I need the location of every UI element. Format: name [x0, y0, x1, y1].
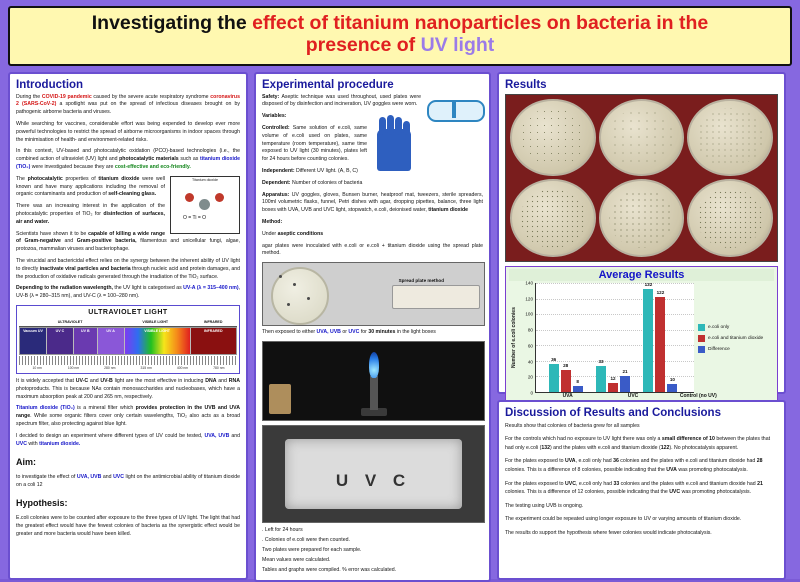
step2-c: or — [340, 329, 349, 336]
bar-uvc-ecoli — [596, 359, 606, 392]
results-heading: Results — [505, 78, 547, 91]
disc-p4-d: 33 — [613, 480, 620, 487]
independent-label: Independent: — [262, 168, 295, 175]
petri-plates-photo-grid — [505, 94, 778, 262]
uv-seg-visible: VISIBLE LIGHT — [125, 328, 191, 354]
title-part-4: UV light — [420, 33, 495, 56]
disc-p6-c: or varying amounts of titanium dioxide. — [650, 516, 742, 523]
panel-results — [497, 72, 786, 399]
uv-figure-title: ULTRAVIOLET LIGHT — [88, 308, 168, 316]
intro-paragraph-11 — [16, 433, 240, 449]
chart-group-control — [643, 283, 677, 392]
intro-p3-a: In this context, UV-based and photocatalytic oxidation (PCO)-based technologies (i.e., the combined action of ultraviolet (UV) light and — [16, 148, 240, 163]
intro-p1-a: During the — [16, 93, 42, 100]
method-step-2 — [262, 329, 483, 337]
introduction-heading: Introduction — [16, 78, 84, 91]
bar-value-uvc-ecoli: 33 — [598, 359, 604, 365]
disc-p4-f: 21 — [757, 480, 763, 487]
intro-p4-c: properties of — [62, 175, 99, 182]
uv-seg-vacuum: Vacuum UV — [20, 328, 47, 354]
aim-text-b: UVA, UVB — [76, 473, 102, 480]
post-step-1: . Left for 24 hours — [262, 527, 303, 533]
ytick-40: 40 — [527, 359, 533, 365]
bar-control-ecoli — [643, 282, 653, 392]
dependent-paragraph — [262, 180, 483, 188]
apparatus-paragraph — [262, 192, 483, 215]
disc-p6-b: UV — [643, 516, 651, 523]
disc-p6-a: The experiment could be repeated using longer exposure to — [505, 516, 644, 523]
intro-p9-h: RNA — [228, 377, 240, 384]
intro-p6-a: Scientists have shown it to be — [16, 230, 89, 237]
spread-plate-photo — [262, 262, 485, 326]
disc-p3-f: 28 — [756, 458, 763, 465]
intro-p9-c: and — [88, 377, 101, 384]
uv-tick-2: 280 nm — [104, 365, 116, 370]
intro-paragraph-8 — [16, 285, 240, 301]
disc-p4-c: , e.coli only had — [575, 480, 614, 487]
step2-a: Then exposed to either — [262, 329, 317, 336]
step2-f: 30 minutes — [368, 329, 396, 336]
uvc-light-box-photo — [262, 425, 485, 523]
petri-plate-1 — [510, 99, 596, 177]
ytick-0: 0 — [530, 390, 533, 396]
disc-p3-i: was promoting photocatalysis. — [676, 466, 748, 473]
uv-band-ultraviolet: ULTRAVIOLET — [19, 320, 121, 326]
disc-p2-b: small difference of 10 — [661, 436, 715, 443]
panel-discussion — [497, 400, 786, 580]
bar-value-uva-difference: 8 — [576, 378, 579, 384]
aim-text-a: to investigate the effect of — [16, 473, 77, 480]
safety-label: Safety: — [262, 93, 280, 100]
bar-uva-tio2 — [561, 363, 571, 392]
legend-label-tio2: e.coli and titanium dioxide — [708, 335, 764, 341]
aim-text — [16, 474, 240, 490]
disc-p4-e: colonies and the plates with e.coli and titanium dioxide had — [619, 480, 758, 487]
intro-p9-g: and — [216, 377, 229, 384]
safety-text: Aseptic technique was used throughout, used plates were disposed of by disinfection and incineration, UV goggles were worn. — [262, 93, 421, 108]
intro-paragraph-6 — [16, 231, 240, 254]
poster-title — [8, 6, 792, 66]
petri-plate-5 — [599, 179, 685, 257]
disc-p4-i: was promoting photocatalysis. — [680, 489, 752, 496]
intro-p11-f: titanium dioxide. — [39, 440, 81, 447]
independent-text: Different UV light. (A, B, C) — [294, 168, 358, 175]
intro-paragraph-2: While searching for vaccines, considerable effort was being expended to develop ever more powerful technologies to restrict the spread of airborne microorganisms in indoor spaces through the minimisation of health- and environment-related risks. — [16, 121, 240, 143]
titanium-dioxide-molecule-figure — [170, 176, 240, 234]
ytick-140: 140 — [525, 280, 533, 286]
intro-p6-e: filamentous and unicellular fungi, algae, protozoa, mammalian viruses and bacteriophage. — [16, 238, 240, 253]
discussion-p5: The testing using UVB is ongoing. — [505, 502, 584, 509]
intro-p8-d: , UV-B (λ = 280–315 nm), — [16, 285, 241, 300]
safety-goggles-image — [425, 94, 483, 124]
chart-bars — [535, 283, 694, 393]
disc-p3-c: , e.coli only had — [575, 458, 614, 465]
column-procedure — [254, 72, 491, 580]
xlabel-uva: UVA — [562, 393, 573, 399]
hypothesis-block — [16, 497, 240, 511]
apparatus-label: Apparatus: — [262, 191, 290, 198]
ytick-20: 20 — [527, 374, 533, 380]
dependent-text: Number of colonies of bacteria — [290, 179, 363, 186]
title-part-2: effect of titanium nanoparticles on bacteria in the — [252, 12, 709, 34]
intro-p7-b: inactivate viral particles and bacteria — [39, 265, 131, 272]
intro-p8-a: Depending to the radiation wavelength, — [16, 285, 113, 292]
uv-seg-uva: UV A — [98, 328, 125, 354]
bar-value-control-ecoli: 132 — [644, 282, 653, 288]
intro-p6-d: Gram-positive bacteria, — [76, 238, 137, 245]
intro-p1-c: caused by the severe acute respiratory syndrome — [91, 93, 211, 100]
intro-p8-g: . — [137, 293, 140, 300]
disc-p2-d: 132 — [541, 444, 550, 451]
procedure-body — [262, 94, 483, 576]
title-part-3: presence of — [305, 33, 421, 56]
method-sub-b: aseptic conditions — [277, 230, 324, 237]
intro-p10-b: is a mineral filter which — [74, 405, 136, 412]
disc-p3-a: For the plates exposed to — [505, 458, 565, 465]
step2-b: UVA, UVB — [316, 329, 341, 336]
intro-p6-b: capable of killing a wide range of Gram-negative — [16, 230, 165, 245]
chart-title: Average Results — [509, 269, 774, 281]
intro-p8-e: and — [71, 293, 84, 300]
chart-y-axis-label: Number of e.coli colonies — [511, 307, 517, 369]
intro-p8-b: the UV light is categorised as — [112, 285, 184, 292]
disc-p2-a: For the controls which had no exposure to UV light there was only a — [505, 436, 662, 443]
discussion-heading: Discussion of Results and Conclusions — [505, 406, 721, 419]
legend-item-ecoli — [698, 324, 774, 331]
intro-p6-c: and — [60, 238, 77, 245]
chart-legend — [694, 283, 774, 393]
legend-swatch-tio2 — [698, 335, 705, 342]
intro-p3-e: were investigated because they are — [30, 164, 115, 171]
petri-plate-2 — [599, 99, 685, 177]
uv-seg-uvc: UV C — [47, 328, 74, 354]
discussion-p1: Results show that colonies of bacteria grew for all samples — [505, 422, 640, 429]
controlled-label: Controlled: — [262, 125, 290, 132]
method-sub-paragraph — [262, 231, 483, 239]
disc-p3-h: UVA — [666, 466, 677, 473]
legend-label-difference: Difference — [708, 346, 730, 352]
molecule-formula: O = Ti = O — [183, 214, 207, 221]
legend-item-tio2 — [698, 335, 774, 342]
chart-group-uvc — [596, 283, 630, 392]
uv-tick-3: 315 nm — [140, 365, 152, 370]
bar-value-control-difference: 10 — [669, 377, 675, 383]
intro-p9-b: UV-C — [75, 377, 89, 384]
poster-columns — [8, 72, 792, 580]
panel-experimental-procedure — [254, 72, 491, 582]
intro-p9-d: UV-B — [100, 377, 113, 384]
uv-tick-1: 100 nm — [67, 365, 80, 370]
title-part-1: Investigating the — [91, 12, 253, 34]
intro-p11-e: with — [26, 440, 40, 447]
hypothesis-heading: Hypothesis: — [16, 498, 68, 509]
aim-block — [16, 456, 240, 470]
petri-plate-3 — [687, 99, 773, 177]
disc-p3-e: colonies and the plates with e.coli and titanium dioxide had — [618, 458, 757, 465]
bar-value-uvc-difference: 21 — [622, 368, 628, 374]
introduction-body — [16, 94, 240, 539]
bar-value-control-tio2: 122 — [656, 290, 665, 296]
intro-p10-d: . While some organic filters cover only certain wavelengths, TiO₂ also acts as a broad spectrum filter, also protecting against blue light. — [16, 413, 240, 427]
uv-tick-0: 10 nm — [32, 365, 42, 370]
ytick-100: 100 — [525, 311, 533, 317]
legend-item-difference — [698, 346, 774, 353]
molecule-caption: Titanium dioxide — [191, 177, 219, 182]
petri-plate-6 — [687, 179, 773, 257]
uv-tick-5: 780 nm — [213, 365, 225, 370]
step2-g: in the light boxes — [395, 329, 436, 336]
chart-group-uva — [549, 283, 583, 392]
method-paragraph — [262, 219, 483, 227]
bar-uva-ecoli — [549, 357, 559, 392]
intro-p3-d: titanium dioxide (TiO₂) — [16, 156, 240, 171]
intro-p11-c: and — [229, 432, 240, 439]
intro-p4-a: The — [16, 175, 28, 182]
uv-seg-uvb: UV B — [74, 328, 98, 354]
intro-p11-b: UVA, UVB — [204, 432, 230, 439]
intro-p3-f: cost-effective and eco-friendly. — [114, 164, 191, 171]
intro-p10-c: provides protection in the UVB and UVA range — [16, 405, 240, 420]
legend-label-ecoli: e.coli only — [708, 324, 730, 330]
bar-value-uvc-tio2: 12 — [610, 375, 616, 381]
bar-uva-difference — [573, 378, 583, 392]
average-results-chart — [505, 266, 778, 403]
disc-p4-g: colonies. This is a difference of 12 colonies, possible indicating that the — [505, 489, 670, 496]
uv-waveform — [19, 356, 237, 365]
discussion-body — [505, 422, 778, 538]
chart-y-axis — [519, 280, 535, 396]
intro-p9-f: DNA — [205, 377, 217, 384]
disc-p3-g: colonies. This is a difference of 8 colonies, possible indicating that the — [505, 466, 667, 473]
molecule-atom-o1 — [185, 193, 194, 202]
disc-p2-g: ). No photocatalysis apparent. — [669, 444, 739, 451]
intro-p5-b: disinfection of surfaces, air and water. — [16, 211, 165, 225]
disc-p4-b: UVC — [564, 480, 576, 487]
apparatus-bold-tail: titanium dioxide — [428, 207, 469, 214]
post-step-3: Two plates were prepared for each sample. — [262, 547, 362, 554]
post-step-2: . Colonies of e.coli were then counted. — [262, 537, 350, 544]
petri-plate-4 — [510, 179, 596, 257]
aim-heading: Aim: — [16, 457, 36, 468]
bar-control-difference — [667, 377, 677, 392]
discussion-p4 — [505, 480, 778, 497]
intro-p5-a: There was an increasing interest in the application of the photocatalytic properties of TiO₂ for — [16, 203, 165, 218]
step2-d: UVC — [348, 329, 360, 336]
uv-band-infrared: INFRARED — [189, 320, 237, 326]
disc-p2-e: ) and the plates with e.coli and titanium dioxide ( — [550, 444, 661, 451]
legend-swatch-difference — [698, 346, 705, 353]
ytick-60: 60 — [527, 343, 533, 349]
bar-value-uva-ecoli: 36 — [551, 357, 557, 362]
aim-text-c: and — [101, 473, 114, 480]
disc-p2-f: 122 — [660, 444, 670, 451]
intro-p11-d: UVC — [16, 440, 27, 447]
disc-p4-h: UVC — [669, 489, 681, 496]
intro-p11-a: I decided to design an experiment where different types of UV could be tested, — [16, 432, 205, 439]
disc-p2-c: between the plates that had only e.coli ( — [505, 436, 771, 451]
intro-p4-e: were well known and have many applications including the removal of organic contaminants and production of — [16, 175, 165, 198]
method-label: Method: — [262, 219, 283, 226]
post-step-4: Mean values were calculated. — [262, 557, 331, 564]
bar-uvc-tio2 — [608, 375, 618, 392]
intro-paragraph-1 — [16, 94, 240, 117]
aim-text-e: light on the antimicrobial ability of titanium dioxide on a coli 12 — [16, 473, 240, 488]
disc-p3-d: 36 — [613, 458, 619, 465]
intro-p4-f: self-cleaning glass. — [108, 191, 157, 198]
intro-p7-c: through nucleic acid and protein damages, and the production of oxidative radicals generated through the irradiation of the TiO₂ surface. — [16, 265, 241, 280]
intro-p3-c: such as — [178, 156, 201, 163]
intro-p1-b: COVID-19 pandemic — [41, 93, 92, 100]
post-steps-list — [262, 526, 483, 575]
bar-value-uva-tio2: 28 — [563, 363, 569, 369]
bunsen-burner-photo — [262, 341, 485, 421]
procedure-heading: Experimental procedure — [262, 78, 394, 91]
disc-p3-b: UVA — [564, 458, 576, 465]
step2-e: for — [359, 329, 369, 336]
uv-spectrum-figure — [16, 305, 240, 374]
intro-p1-e: a spotlight was put on the spread of infectious diseases brought on by pathogenic airborne bacteria and viruses. — [16, 101, 241, 116]
column-introduction — [8, 72, 248, 580]
intro-p3-b: photocatalytic materials — [119, 156, 179, 163]
intro-p4-d: titanium dioxide — [98, 175, 140, 182]
hypothesis-text: E.coli colonies were to be counted after exposure to the three types of UV light. The light that had the greatest effect would have the fewest colonies of bacteria as the synergistic effect would be greater and more bacteria would have been killed. — [16, 514, 240, 537]
intro-p4-b: photocatalytic — [27, 175, 63, 182]
method-step-1: agar plates were inoculated with e.coli or e.coli + titanium dioxide using the spread plate method. — [262, 242, 483, 257]
discussion-p6 — [505, 515, 778, 524]
intro-p8-c: UV-A (λ = 315–400 nm) — [183, 285, 239, 292]
intro-paragraph-10 — [16, 405, 240, 428]
uv-band-visible: VISIBLE LIGHT — [121, 320, 189, 326]
dependent-label: Dependent: — [262, 179, 291, 186]
intro-p1-d: coronavirus 2 (SARS-CoV-2) — [16, 93, 240, 108]
molecule-atom-ti — [199, 199, 210, 210]
discussion-p7: The results do support the hypothesis where fewer colonies would indicate photocatalysis. — [505, 529, 712, 536]
gloves-image — [371, 115, 421, 175]
chart-x-labels — [535, 393, 731, 399]
column-results — [497, 72, 786, 580]
aim-text-d: UVC — [113, 473, 125, 480]
discussion-p2 — [505, 435, 778, 452]
ytick-120: 120 — [525, 296, 533, 302]
ytick-80: 80 — [527, 327, 533, 333]
variables-label: Variables: — [262, 113, 287, 120]
uvc-label: U V C — [335, 471, 412, 491]
discussion-p3 — [505, 457, 778, 474]
controlled-text: Same solution of e.coli, same volume of e.coli used on plates, same temperature (room temperature), same time exposed to UV light (30 minutes), plates left for 24 hours before counting colonies. — [262, 125, 367, 163]
method-sub-a: Under — [262, 230, 278, 237]
intro-paragraph-9 — [16, 378, 240, 401]
xlabel-control: Control (no UV) — [679, 393, 717, 399]
intro-p9-i: photoproducts. This is because NAs contain monosaccharides and nucleobases, which have a maximum absorption peak at 200 and 265 nm, respectively. — [16, 385, 240, 400]
molecule-atom-o2 — [215, 193, 224, 202]
spread-plate-caption: Spread plate method — [398, 278, 444, 284]
apparatus-text: UV goggles, gloves, Bunsen burner, heatproof mat, tweezers, sterile spreaders, 100ml volumetric flasks, funnel, Petri dishes with agar, dropping pipettes, balance, three light boxes with UVA, UVB and UVC light, stopwatch, e.coli, deionised water, — [262, 191, 483, 214]
intro-p9-a: It is widely accepted that — [16, 377, 76, 384]
xlabel-uvc: UVC — [627, 393, 639, 399]
uv-tick-4: 400 nm — [176, 365, 189, 370]
uv-spectrum-bar — [19, 327, 237, 355]
disc-p4-a: For the plates exposed to — [505, 480, 565, 487]
bar-uvc-difference — [620, 368, 630, 392]
intro-paragraph-7 — [16, 258, 240, 281]
panel-introduction — [8, 72, 248, 580]
post-step-5: Tables and graphs were compiled. % error was calculated. — [262, 567, 397, 574]
bar-control-tio2 — [655, 290, 665, 392]
intro-p7-a: The virucidal and bactericidal effect relies on the synergy between the inherent ability of UV light to directly — [16, 258, 240, 272]
uv-seg-infrared: INFRARED — [191, 328, 236, 354]
intro-p9-e: light are the most effective in inducing — [112, 377, 206, 384]
legend-swatch-ecoli — [698, 324, 705, 331]
intro-p8-f: UV-C (λ = 100–280 nm) — [83, 293, 138, 300]
intro-paragraph-3 — [16, 148, 240, 171]
uv-scale — [19, 366, 237, 371]
intro-p10-a: Titanium dioxide (TiO₂) — [16, 405, 75, 412]
